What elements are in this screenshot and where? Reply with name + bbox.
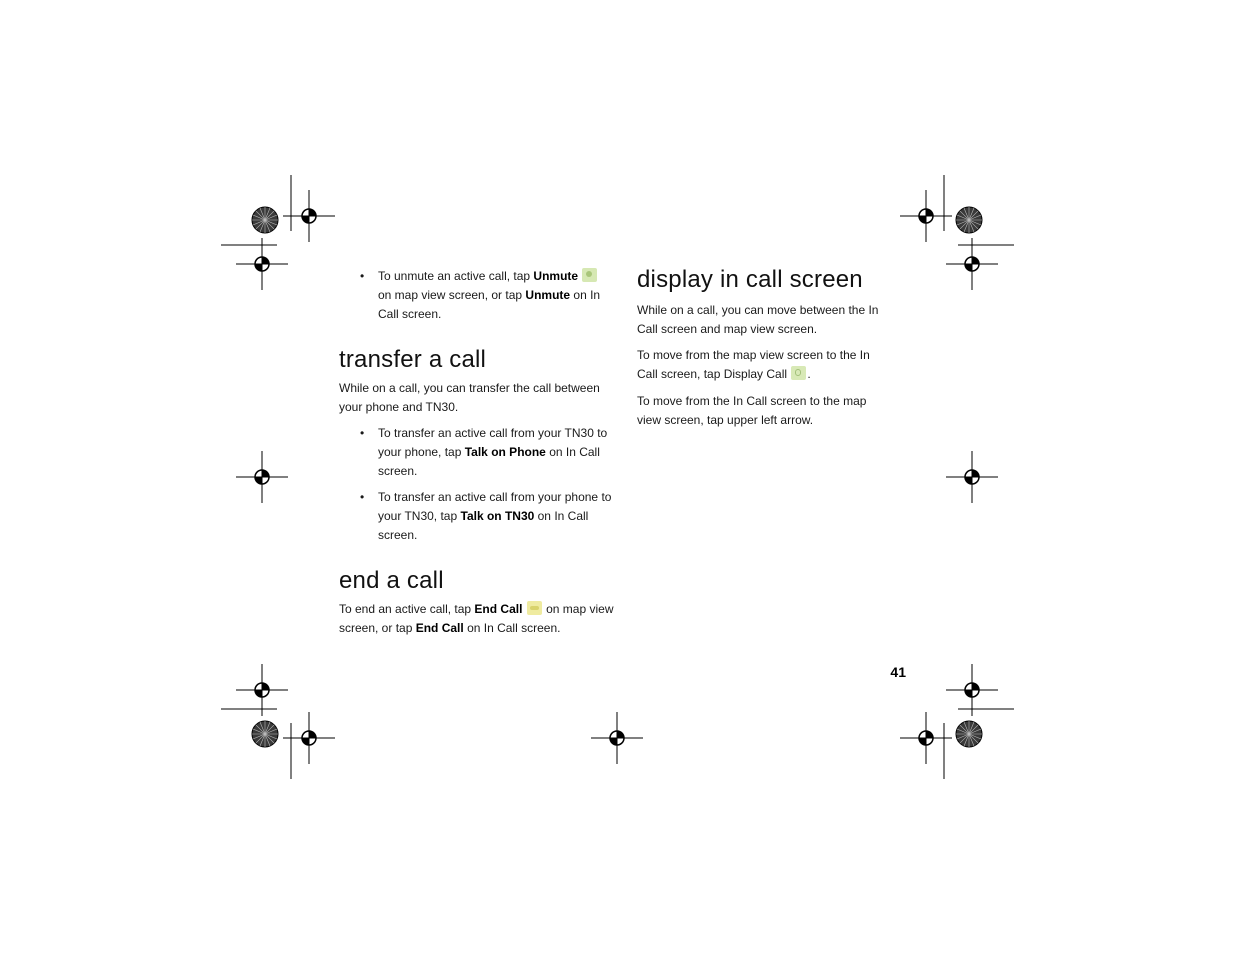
bullet-text: on In Call screen. [378, 445, 600, 478]
bullet-text: on In Call screen. [378, 288, 601, 321]
unmute-bullet [339, 267, 614, 324]
end-call-text-3: on In Call screen. [463, 621, 561, 635]
transfer-bullet-1 [339, 424, 614, 481]
display-call-icon [791, 366, 806, 380]
display-para-2-text: To move from the map view screen to the In Call screen, tap Display Call [637, 348, 870, 381]
display-para-3: To move from the In Call screen to the map view screen, tap upper left arrow. [637, 394, 867, 427]
left-column [339, 267, 614, 638]
unmute-icon [582, 268, 597, 282]
bullet-symbol: • [360, 426, 365, 440]
unmute-label: Unmute [525, 288, 571, 302]
bullet-text: on In Call screen. [378, 509, 589, 542]
display-para-1: While on a call, you can move between the In Call screen and map view screen. [637, 303, 879, 336]
end-call-text-1: To end an active call, tap [339, 602, 475, 616]
unmute-label: Unmute [533, 269, 579, 283]
heading-display-in-call-screen: display in call screen [637, 266, 863, 293]
talk-on-tn30-label: Talk on TN30 [460, 509, 535, 523]
bullet-text: To transfer an active call from your TN30 to your phone, tap [378, 426, 608, 459]
end-call-label: End Call [474, 602, 523, 616]
display-para-2 [637, 346, 892, 384]
talk-on-phone-label: Talk on Phone [464, 445, 546, 459]
transfer-bullet-2 [339, 488, 614, 545]
end-call-icon [527, 601, 542, 615]
bullet-symbol: • [360, 269, 365, 283]
bullet-text: To unmute an active call, tap [378, 269, 534, 283]
display-para-2-end: . [807, 367, 811, 381]
transfer-intro: While on a call, you can transfer the call between your phone and TN30. [339, 381, 600, 414]
page-number: 41 [890, 664, 906, 680]
bullet-text: on map view screen, or tap [378, 288, 526, 302]
bullet-text: To transfer an active call from your phone to your TN30, tap [378, 490, 612, 523]
right-column [637, 266, 892, 430]
bullet-symbol: • [360, 490, 365, 504]
end-call-text [339, 600, 614, 638]
end-call-text-2: on map view screen, or tap [339, 602, 614, 635]
heading-transfer-a-call: transfer a call [339, 346, 487, 373]
end-call-label: End Call [415, 621, 464, 635]
heading-end-a-call: end a call [339, 567, 444, 594]
